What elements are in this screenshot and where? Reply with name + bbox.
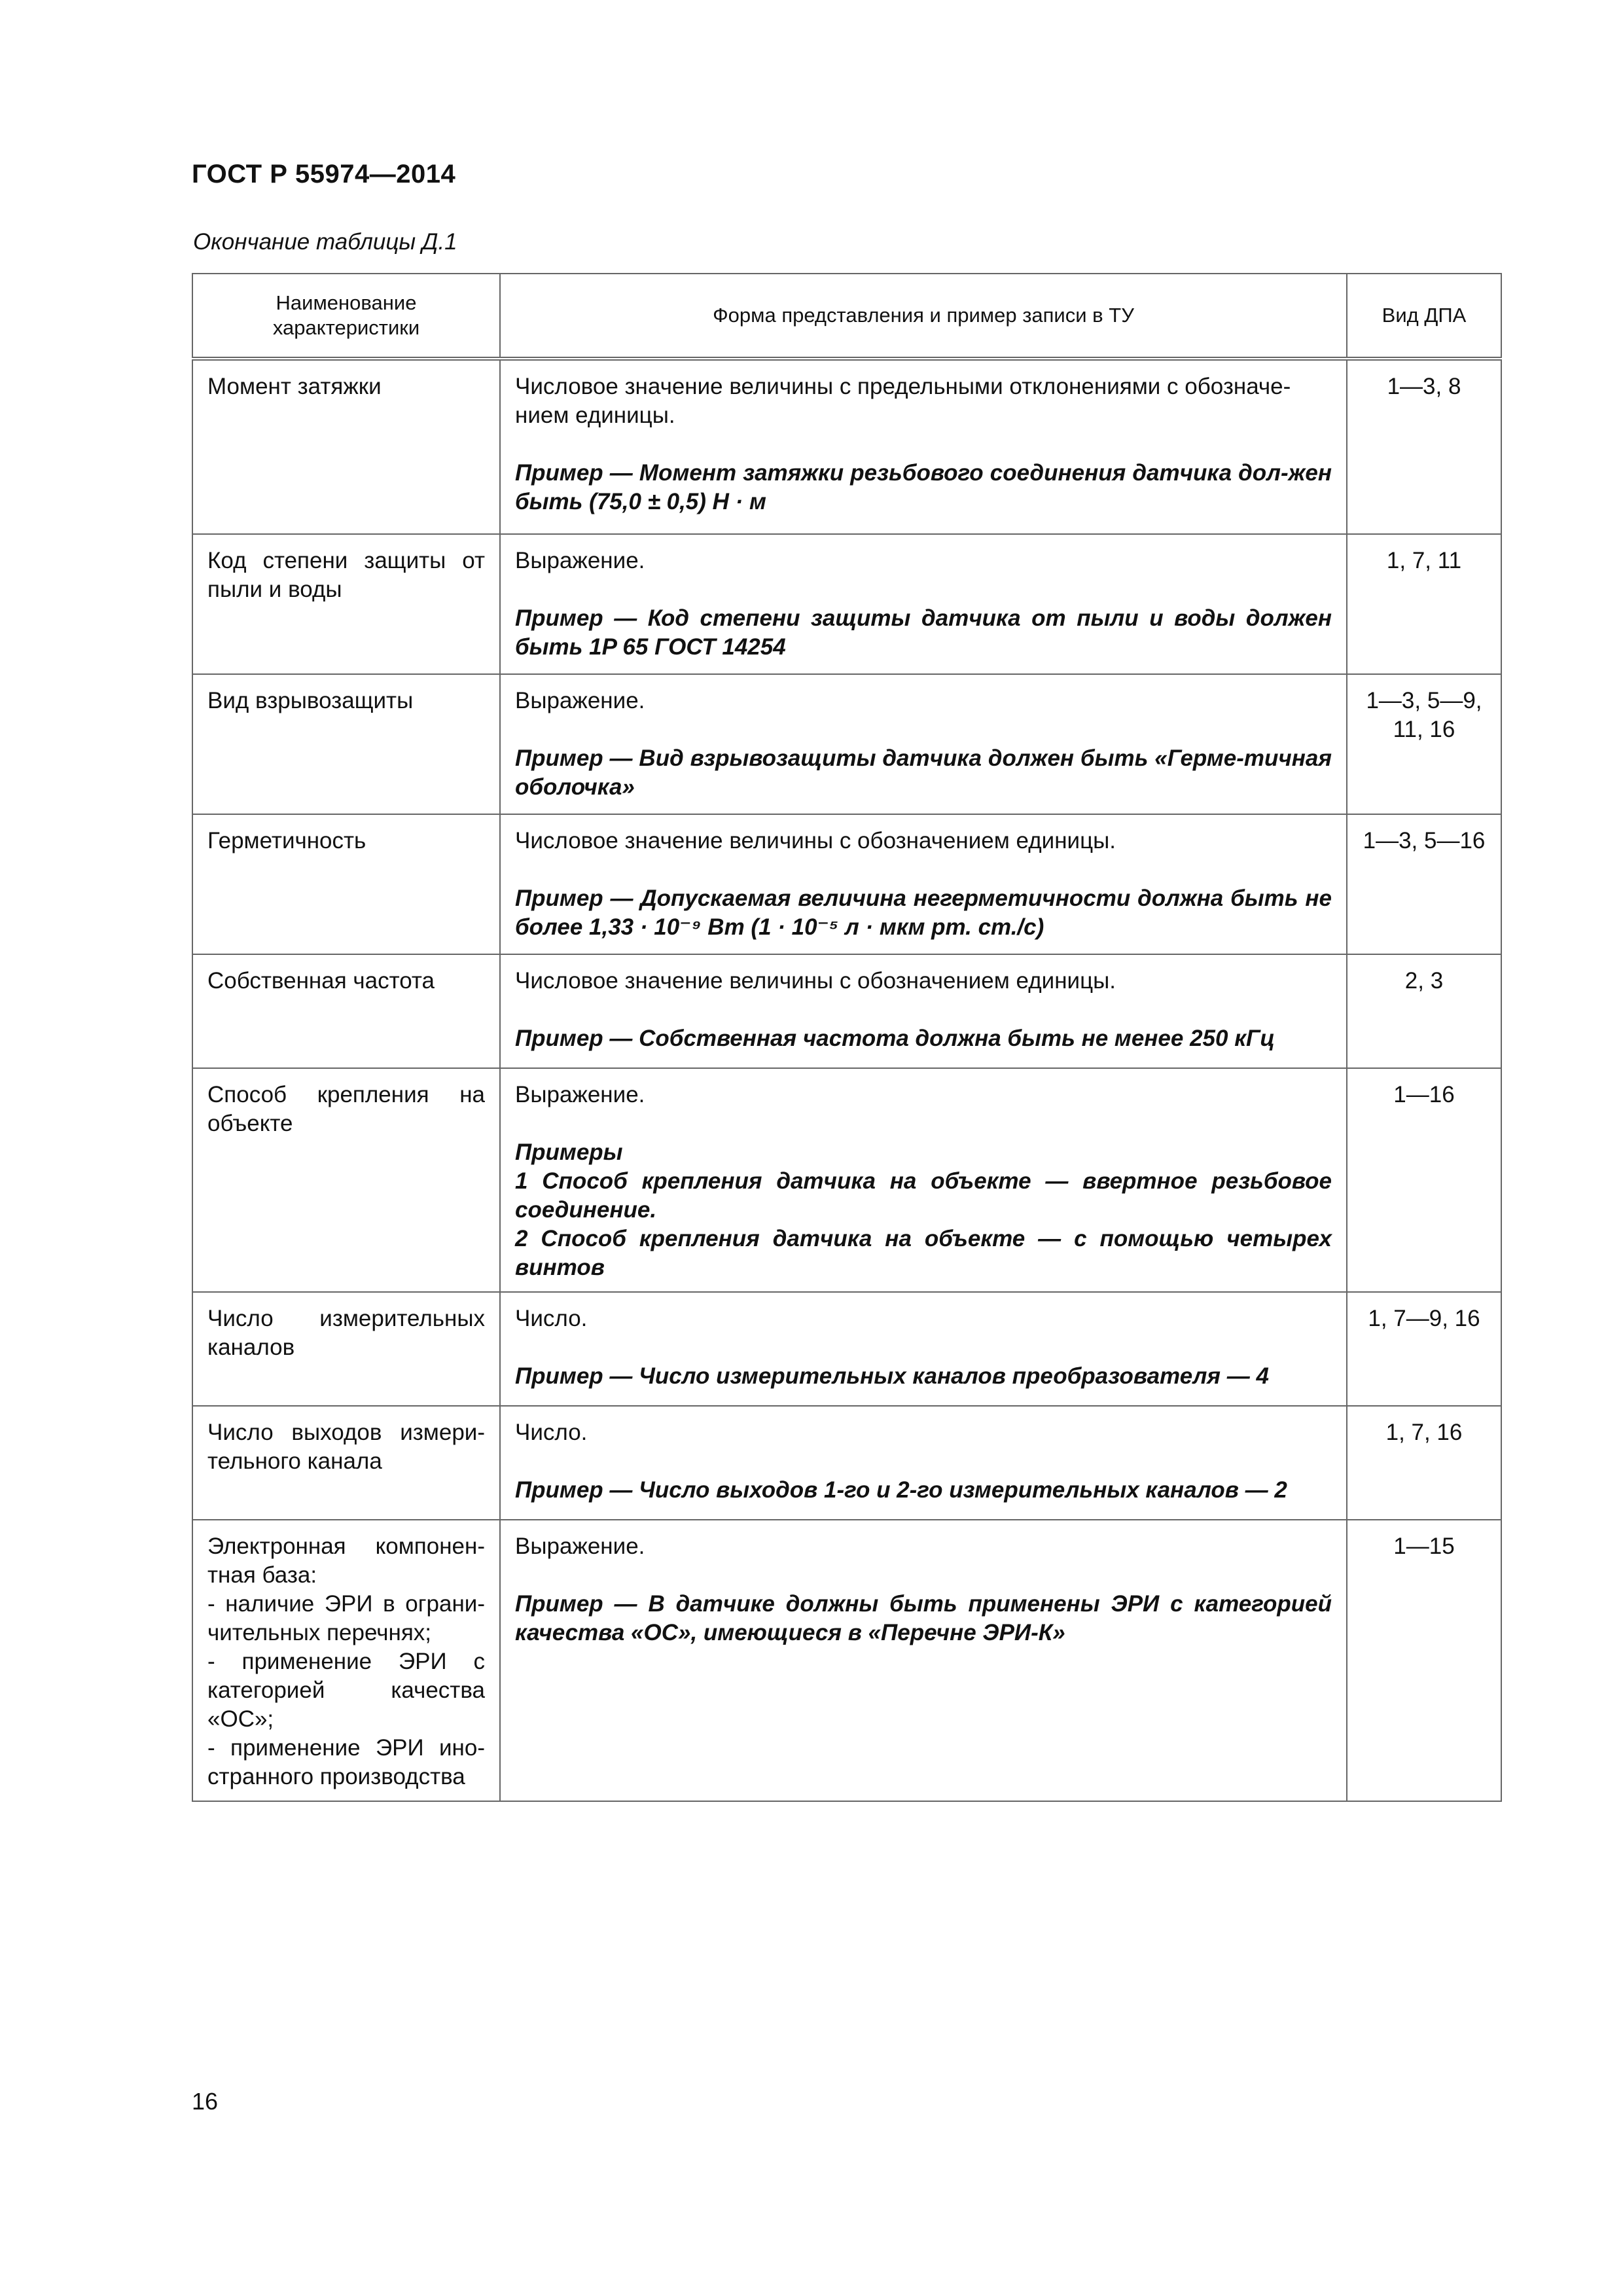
- row-vid: 1, 7—9, 16: [1347, 1292, 1501, 1406]
- row-form: [500, 814, 1347, 954]
- row-name-item: - наличие ЭРИ в ограни-чительных перечнях;: [207, 1591, 485, 1645]
- table-header: [192, 274, 1501, 359]
- row-description: Выражение.: [515, 1534, 645, 1559]
- row-vid: 1—3, 5—16: [1347, 814, 1501, 954]
- row-name-item: - применение ЭРИ ино-странного производства: [207, 1735, 485, 1789]
- table-row: [192, 359, 1501, 534]
- examples-heading: Примеры: [515, 1139, 623, 1165]
- row-name-item: - применение ЭРИ с категорией качества «ОС»;: [207, 1649, 485, 1732]
- row-name: Способ крепления на объекте: [192, 1068, 500, 1292]
- row-name: Момент затяжки: [192, 359, 500, 534]
- row-example: Пример — Собственная частота должна быть не менее 250 кГц: [515, 1026, 1275, 1051]
- row-name-title: Электронная компонен-тная база:: [207, 1534, 485, 1588]
- table-row: [192, 674, 1501, 814]
- table-row: [192, 534, 1501, 674]
- row-vid: 1—3, 5—9, 11, 16: [1347, 674, 1501, 814]
- row-description: Выражение.: [515, 1082, 645, 1107]
- row-description: Числовое значение величины с предельными отклонениями с обозначе-нием единицы.: [515, 374, 1291, 428]
- row-name: [192, 1520, 500, 1801]
- row-form: [500, 674, 1347, 814]
- table-row: [192, 1068, 1501, 1292]
- document-title: ГОСТ Р 55974—2014: [192, 160, 456, 188]
- row-example: Пример — Число выходов 1-го и 2-го измерительных каналов — 2: [515, 1477, 1287, 1503]
- row-form: [500, 534, 1347, 674]
- row-examples: [515, 1138, 1332, 1282]
- row-description: Число.: [515, 1420, 588, 1445]
- table-row: [192, 954, 1501, 1068]
- table-row: [192, 1520, 1501, 1801]
- row-vid: 2, 3: [1347, 954, 1501, 1068]
- row-form: [500, 1520, 1347, 1801]
- row-name: Число измерительных каналов: [192, 1292, 500, 1406]
- table-caption: Окончание таблицы Д.1: [193, 229, 457, 255]
- example-item: 2 Способ крепления датчика на объекте — с помощью четырех винтов: [515, 1226, 1332, 1280]
- row-example: Пример — Число измерительных каналов преобразователя — 4: [515, 1363, 1269, 1389]
- row-description: Числовое значение величины с обозначением единицы.: [515, 968, 1116, 994]
- row-name: Код степени защиты от пыли и воды: [192, 534, 500, 674]
- row-form: [500, 359, 1347, 534]
- row-form: [500, 954, 1347, 1068]
- column-header-name: Наименование характеристики: [192, 274, 500, 359]
- row-description: Выражение.: [515, 688, 645, 713]
- table-row: [192, 1406, 1501, 1520]
- row-vid: 1—16: [1347, 1068, 1501, 1292]
- column-header-form: Форма представления и пример записи в ТУ: [500, 274, 1347, 359]
- row-example: Пример — Допускаемая величина негерметичности должна быть не более 1,33 · 10⁻⁹ Вт (1 · 10⁻⁵ л · мкм рт. ст./с): [515, 886, 1332, 940]
- row-name: Герметичность: [192, 814, 500, 954]
- row-description: Число.: [515, 1306, 588, 1331]
- row-form: [500, 1406, 1347, 1520]
- row-example: Пример — В датчике должны быть применены ЭРИ с категорией качества «ОС», имеющиеся в «Перечне ЭРИ-К»: [515, 1591, 1332, 1645]
- table-row: [192, 814, 1501, 954]
- row-vid: 1—15: [1347, 1520, 1501, 1801]
- row-form: [500, 1292, 1347, 1406]
- row-form: [500, 1068, 1347, 1292]
- row-vid: 1—3, 8: [1347, 359, 1501, 534]
- row-example: Пример — Момент затяжки резьбового соединения датчика дол-жен быть (75,0 ± 0,5) Н · м: [515, 460, 1332, 514]
- row-name: Собственная частота: [192, 954, 500, 1068]
- row-description: Числовое значение величины с обозначением единицы.: [515, 828, 1116, 853]
- example-item: 1 Способ крепления датчика на объекте — ввертное резьбовое соединение.: [515, 1168, 1332, 1223]
- row-name: Число выходов измери-тельного канала: [192, 1406, 500, 1520]
- column-header-vid: Вид ДПА: [1347, 274, 1501, 359]
- row-vid: 1, 7, 16: [1347, 1406, 1501, 1520]
- row-example: Пример — Вид взрывозащиты датчика должен быть «Герме-тичная оболочка»: [515, 745, 1332, 800]
- characteristics-table: [192, 273, 1502, 1802]
- page-number: 16: [192, 2088, 219, 2115]
- row-description: Выражение.: [515, 548, 645, 573]
- row-vid: 1, 7, 11: [1347, 534, 1501, 674]
- table-row: [192, 1292, 1501, 1406]
- row-name: Вид взрывозащиты: [192, 674, 500, 814]
- row-example: Пример — Код степени защиты датчика от пыли и воды должен быть 1P 65 ГОСТ 14254: [515, 605, 1332, 660]
